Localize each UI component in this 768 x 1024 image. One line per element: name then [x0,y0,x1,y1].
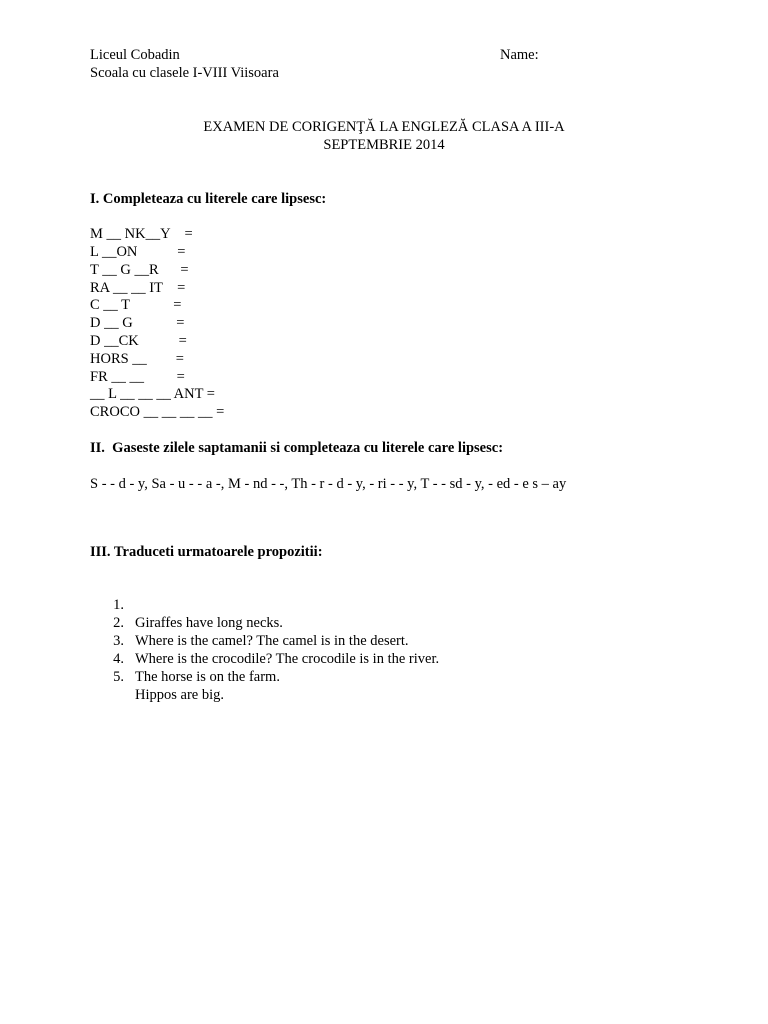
word-item: HORS __ = [90,351,184,367]
list-text: Hippos are big. [135,686,224,703]
list-number: 2. [113,614,124,631]
word-item: L __ON = [90,244,186,260]
exam-title: EXAMEN DE CORIGENŢĂ LA ENGLEZĂ CLASA A III-A [203,119,565,135]
section-2-heading: II. Gaseste zilele saptamanii si completeaza cu literele care lipsesc: [90,440,504,456]
word-item: D __CK = [90,333,187,349]
list-text: Giraffes have long necks. [135,614,283,631]
list-text: The horse is on the farm. [135,668,280,685]
section-3-heading: III. Traduceti urmatoarele propozitii: [90,544,323,560]
word-item: RA __ __ IT = [90,280,186,296]
subschool-name: Scoala cu clasele I-VIII Viisoara [90,65,279,81]
word-item: FR __ __ = [90,369,185,385]
word-item: __ L __ __ __ ANT = [90,386,215,402]
section-1-heading: I. Completeaza cu literele care lipsesc: [90,191,327,207]
word-item: CROCO __ __ __ __ = [90,404,225,420]
weekdays-exercise: S - - d - y, Sa - u - - a -, M - nd - -, Th - r - d - y, - ri - - y, T - - sd - y, - ed - e s – ay [90,476,567,492]
list-text: Where is the camel? The camel is in the desert. [135,632,409,649]
word-item: T __ G __R = [90,262,189,278]
school-name: Liceul Cobadin [90,47,180,63]
word-item: C __ T = [90,297,182,313]
list-item [0,651,768,723]
list-number: 1. [113,596,124,613]
word-item: D __ G = [90,315,185,331]
exam-date: SEPTEMBRIE 2014 [323,137,445,153]
list-text: Where is the crocodile? The crocodile is in the river. [135,650,440,667]
list-number: 5. [113,668,124,685]
list-number: 3. [113,632,124,649]
word-item: M __ NK__Y = [90,226,193,242]
list-number: 4. [113,650,124,667]
name-label: Name: [500,47,539,63]
